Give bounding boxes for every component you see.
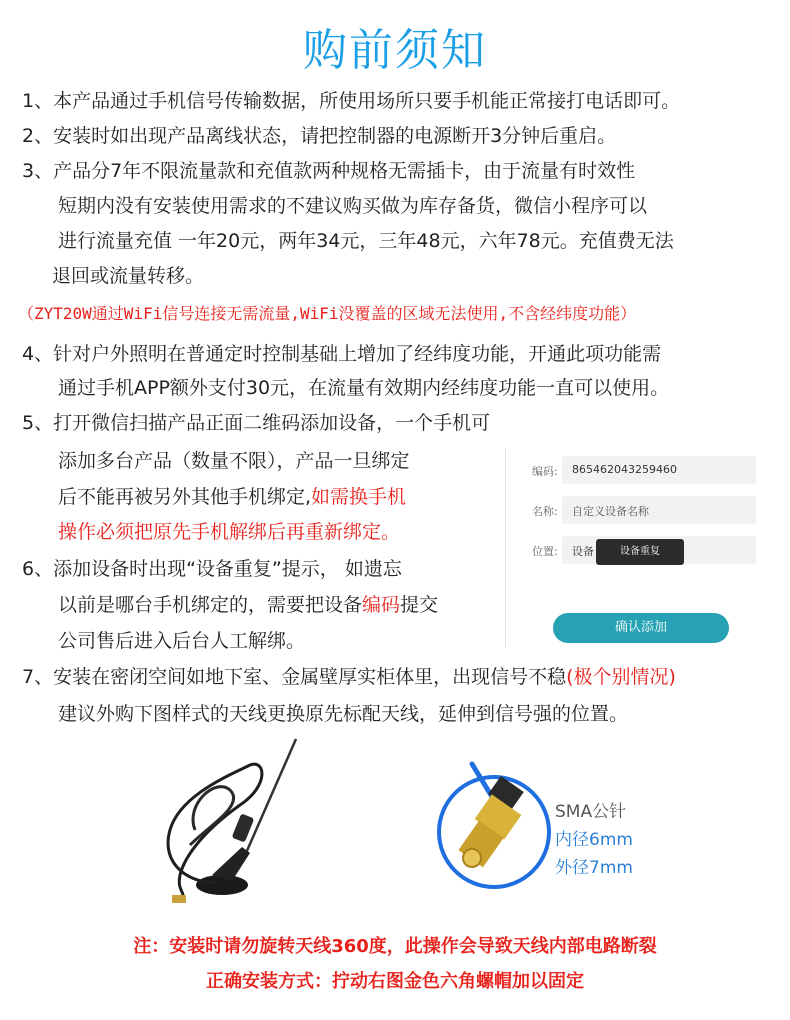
item-7-line-2: 建议外购下图样式的天线更换原先标配天线，延伸到信号强的位置。 <box>58 703 629 725</box>
code-label: 编码: <box>532 465 558 478</box>
item-5-line-3-text: 后不能再被另外其他手机绑定, <box>58 486 312 508</box>
position-value: 设备 <box>572 545 594 558</box>
code-row <box>506 456 786 484</box>
item-5-line-3 <box>58 482 406 512</box>
connector-inner: 内径6mm <box>555 830 633 850</box>
connector-type: SMA公针 <box>555 802 627 822</box>
item-6-line-2-code: 编码 <box>362 594 401 616</box>
confirm-add-button[interactable]: 确认添加 <box>553 613 729 643</box>
item-3-line-3: 进行流量充值 一年20元，两年34元，三年48元，六年78元。充值费无法 <box>58 230 674 252</box>
antenna-coil <box>232 813 255 842</box>
connector-tip <box>463 849 481 867</box>
item-4-line-2: 通过手机APP额外支付30元，在流量有效期内经纬度功能一直可以使用。 <box>58 377 670 399</box>
duplicate-toast: 设备重复 <box>596 539 684 565</box>
item-5-line-4: 操作必须把原先手机解绑后再重新绑定。 <box>58 521 401 543</box>
item-1: 1、本产品通过手机信号传输数据，所使用场所只要手机能正常接打电话即可。 <box>22 90 681 112</box>
item-6-line-3: 公司售后进入后台人工解绑。 <box>58 630 306 652</box>
item-6-line-2-text-c: 提交 <box>400 594 439 616</box>
code-value: 865462043259460 <box>572 463 677 476</box>
add-device-form <box>505 448 786 648</box>
antenna-mount <box>212 847 250 881</box>
antenna-connector <box>172 895 186 903</box>
item-3-line-4: 退回或流量转移。 <box>52 265 205 287</box>
code-field[interactable] <box>562 456 756 484</box>
antenna-whip <box>246 739 296 853</box>
name-row <box>506 496 786 524</box>
position-label: 位置: <box>532 545 558 558</box>
item-7-line-1 <box>22 662 676 692</box>
antenna-image <box>150 735 350 910</box>
item-2: 2、安装时如出现产品离线状态，请把控制器的电源断开3分钟后重启。 <box>22 125 617 147</box>
item-6-line-2 <box>58 590 438 620</box>
page-title: 购前须知 <box>303 25 487 76</box>
item-5-line-3-red: 如需换手机 <box>311 486 407 508</box>
name-label: 名称: <box>532 505 558 518</box>
item-6-line-2-text-a: 以前是哪台手机绑定的，需要把设备 <box>58 594 363 616</box>
connector-spec <box>555 798 633 882</box>
item-7-line-1-red: (极个别情况) <box>566 666 676 688</box>
item-5-line-2: 添加多台产品（数量不限），产品一旦绑定 <box>58 450 410 472</box>
wifi-note: （ZYT20W通过WiFi信号连接无需流量,WiFi没覆盖的区域无法使用,不含经纬度功能） <box>18 304 637 323</box>
item-3-line-1: 3、产品分7年不限流量款和充值款两种规格无需插卡，由于流量有时效性 <box>22 160 636 182</box>
item-7-line-1-text: 7、安装在密闭空间如地下室、金属壁厚实柜体里，出现信号不稳 <box>22 666 567 688</box>
item-5-line-1: 5、打开微信扫描产品正面二维码添加设备，一个手机可 <box>22 412 491 434</box>
warning-rotate: 注：安装时请勿旋转天线360度，此操作会导致天线内部电路断裂 <box>133 936 657 957</box>
item-4-line-1: 4、针对户外照明在普通定时控制基础上增加了经纬度功能，开通此项功能需 <box>22 343 662 365</box>
warning-install: 正确安装方式：拧动右图金色六角螺帽加以固定 <box>206 971 584 992</box>
item-3-line-2: 短期内没有安装使用需求的不建议购买做为库存备货，微信小程序可以 <box>58 195 648 217</box>
name-placeholder: 自定义设备名称 <box>572 505 649 518</box>
name-field[interactable] <box>562 496 756 524</box>
connector-outer: 外径7mm <box>555 858 633 878</box>
sma-connector-image <box>432 752 552 892</box>
item-6-line-1: 6、添加设备时出现“设备重复”提示， 如遗忘 <box>22 558 402 580</box>
